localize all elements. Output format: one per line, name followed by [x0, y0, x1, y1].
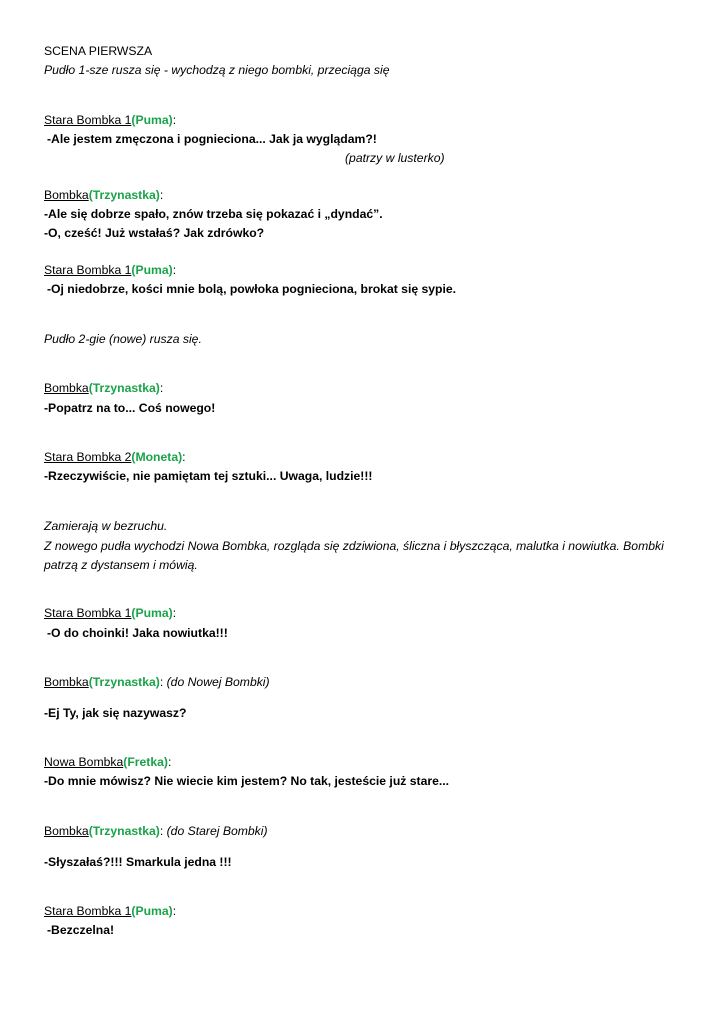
speaker-line: [44, 755, 171, 770]
dialogue-line: -Ej Ty, jak się nazywasz?: [44, 706, 187, 720]
speaker-line: [44, 188, 163, 203]
speaker-colon: :: [172, 113, 177, 127]
dialogue-line: -O do choinki! Jaka nowiutka!!!: [47, 626, 228, 640]
stage-direction: (patrzy w lusterko): [345, 151, 445, 165]
speaker-line: [44, 263, 176, 278]
speaker-colon: :: [172, 904, 177, 918]
actor-name: (Puma): [131, 904, 173, 918]
speaker-name: Stara Bombka 1: [44, 263, 132, 277]
speaker-name: Bombka: [44, 188, 89, 202]
speaker-line: [44, 675, 270, 690]
speaker-colon: :: [159, 381, 164, 395]
actor-name: (Puma): [131, 113, 173, 127]
actor-name: (Trzynastka): [88, 675, 160, 689]
speaker-colon: :: [159, 188, 164, 202]
stage-direction: (do Nowej Bombki): [166, 675, 270, 689]
speaker-colon: :: [159, 824, 167, 838]
dialogue-line: -Oj niedobrze, kości mnie bolą, powłoka pognieciona, brokat się sypie.: [47, 282, 457, 296]
actor-name: (Puma): [131, 606, 173, 620]
scene-heading: SCENA PIERWSZA: [44, 44, 153, 58]
dialogue-line: -Do mnie mówisz? Nie wiecie kim jestem? No tak, jesteście już stare...: [44, 774, 450, 788]
dialogue-line: -Popatrz na to... Coś nowego!: [44, 401, 216, 415]
stage-direction-intro: Pudło 1-sze rusza się - wychodzą z niego bombki, przeciąga się: [44, 63, 390, 77]
actor-name: (Moneta): [131, 450, 183, 464]
speaker-line: [44, 113, 176, 128]
actor-name: (Trzynastka): [88, 381, 160, 395]
dialogue-line: -Ale się dobrze spało, znów trzeba się pokazać i „dyndać”.: [44, 207, 383, 221]
speaker-colon: :: [182, 450, 186, 464]
speaker-name: Bombka: [44, 381, 89, 395]
speaker-name: Stara Bombka 1: [44, 113, 132, 127]
stage-direction: Zamierają w bezruchu.: [44, 519, 168, 533]
speaker-line: [44, 824, 268, 839]
actor-name: (Trzynastka): [88, 188, 160, 202]
speaker-line: [44, 450, 186, 465]
speaker-line: [44, 904, 176, 919]
dialogue-line: -Rzeczywiście, nie pamiętam tej sztuki... Uwaga, ludzie!!!: [44, 469, 373, 483]
speaker-colon: :: [172, 263, 177, 277]
speaker-name: Bombka: [44, 675, 89, 689]
dialogue-line: -Ale jestem zmęczona i pognieciona... Jak ja wyglądam?!: [47, 132, 377, 146]
stage-direction: (do Starej Bombki): [166, 824, 268, 838]
speaker-name: Stara Bombka 1: [44, 606, 132, 620]
actor-name: (Puma): [131, 263, 173, 277]
dialogue-line: -Bezczelna!: [47, 923, 115, 937]
speaker-colon: :: [172, 606, 177, 620]
stage-direction: Z nowego pudła wychodzi Nowa Bombka, rozgląda się zdziwiona, śliczna i błyszcząca, malutka i nowiutka. Bombki patrzą z dystansem i mówią.: [44, 539, 664, 572]
speaker-name: Stara Bombka 2: [44, 450, 132, 464]
speaker-line: [44, 606, 176, 621]
speaker-line: [44, 381, 163, 396]
stage-direction: Pudło 2-gie (nowe) rusza się.: [44, 332, 202, 346]
speaker-colon: :: [167, 755, 172, 769]
actor-name: (Fretka): [123, 755, 168, 769]
dialogue-line: -Słyszałaś?!!! Smarkula jedna !!!: [44, 855, 232, 869]
actor-name: (Trzynastka): [88, 824, 160, 838]
speaker-name: Nowa Bombka: [44, 755, 124, 769]
dialogue-line: -O, cześć! Już wstałaś? Jak zdrówko?: [44, 226, 265, 240]
speaker-name: Stara Bombka 1: [44, 904, 132, 918]
speaker-colon: :: [159, 675, 167, 689]
speaker-name: Bombka: [44, 824, 89, 838]
